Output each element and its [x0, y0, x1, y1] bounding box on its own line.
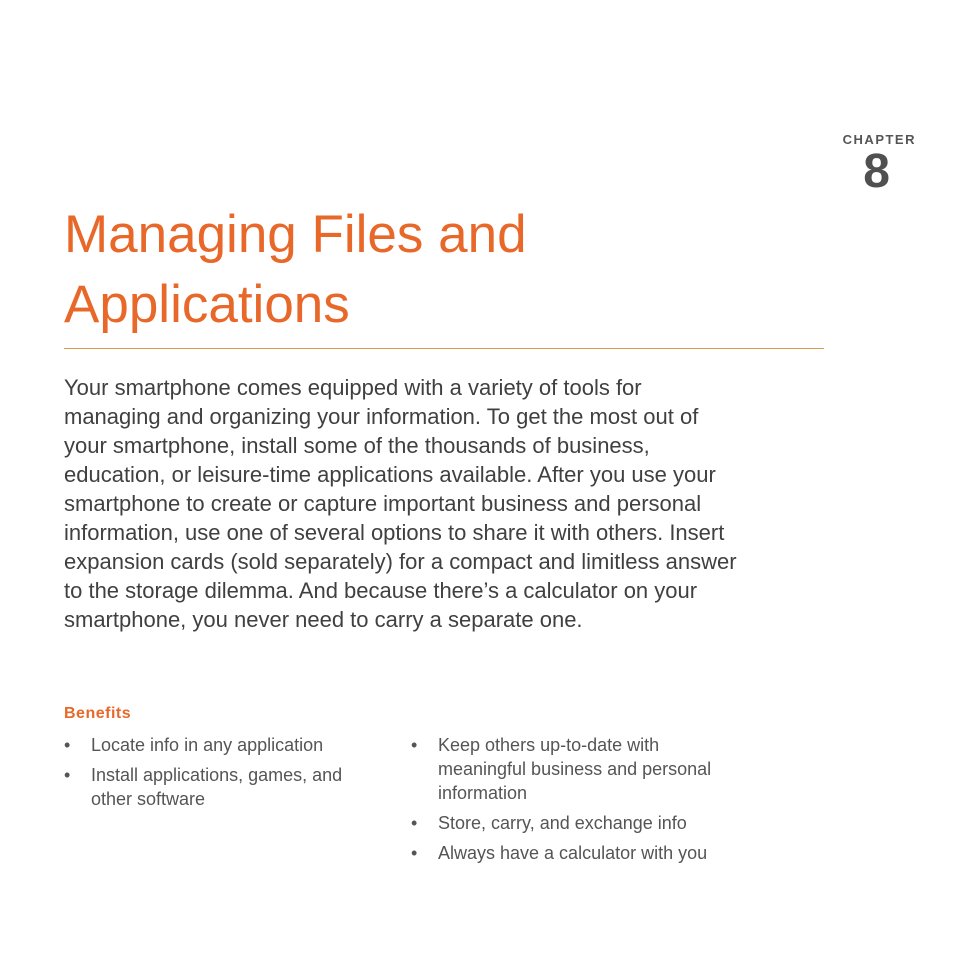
intro-paragraph: Your smartphone comes equipped with a variety of tools for managing and organizing your information. To get the most out of your smartphone, install some of the thousands of business, education, or leisure-time applications available. After you use your smartphone to create or capture important business and personal information, use one of several options to share it with others. Insert expansion cards (sold separately) for a compact and limitless answer to the storage dilemma. And because there’s a calculator on your smartphone, you never need to carry a separate one.: [64, 375, 737, 632]
benefit-item-text: Store, carry, and exchange info: [438, 813, 687, 833]
bullet-icon: •: [411, 843, 418, 863]
bullet-icon: •: [64, 765, 71, 785]
benefit-item: [64, 733, 374, 757]
benefit-item: [411, 811, 741, 835]
page-title-line-1: Managing Files and: [64, 205, 527, 264]
bullet-icon: •: [411, 813, 418, 833]
benefit-item: [411, 733, 741, 805]
benefit-item-text: Always have a calculator with you: [438, 843, 708, 863]
benefits-list-right: [411, 733, 741, 871]
chapter-label: CHAPTER: [842, 132, 916, 147]
page-title: [64, 200, 784, 340]
page-title-line-2: Applications: [64, 275, 350, 334]
benefit-item-text: Locate info in any application: [91, 735, 324, 755]
benefit-item-text: Install applications, games, and other software: [91, 765, 343, 809]
chapter-number: 8: [863, 145, 890, 198]
title-divider: [64, 348, 824, 349]
benefit-item-text: Keep others up-to-date with meaningful business and personal information: [438, 735, 712, 803]
benefits-heading: Benefits: [64, 705, 132, 722]
benefit-item: [411, 841, 741, 865]
benefit-item: [64, 763, 374, 811]
benefits-list-left: [64, 733, 374, 817]
bullet-icon: •: [411, 735, 418, 755]
bullet-icon: •: [64, 735, 71, 755]
